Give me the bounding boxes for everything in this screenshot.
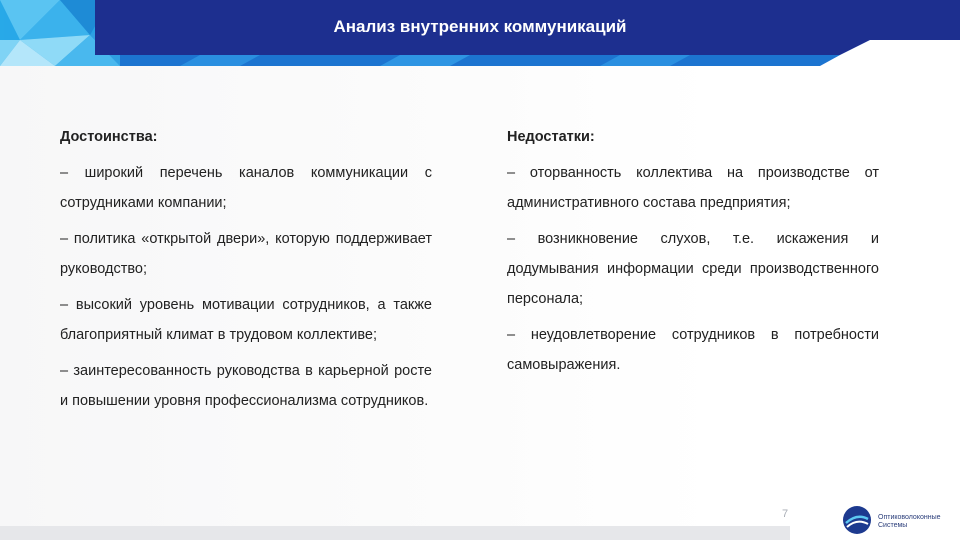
logo-line-2: Системы bbox=[878, 522, 908, 529]
disadvantage-item: – возникновение слухов, т.е. искажения и додумывания информации среди производственного персонала; bbox=[507, 231, 879, 307]
disadvantages-column bbox=[507, 122, 879, 386]
content-area bbox=[0, 66, 960, 526]
advantage-item: – политика «открытой двери», которую поддерживает руководство; bbox=[60, 231, 432, 277]
company-logo-text bbox=[878, 514, 941, 530]
page-number: 7 bbox=[782, 508, 789, 520]
disadvantage-item: – оторванность коллектива на производстве от административного состава предприятия; bbox=[507, 165, 879, 211]
advantages-heading: Достоинства: bbox=[60, 129, 158, 145]
advantage-item: – заинтересованность руководства в карьерной росте и повышении уровня профессионализма сотрудников. bbox=[60, 363, 432, 409]
logo-line-1: Оптиковолоконные bbox=[878, 514, 941, 521]
header-banner bbox=[0, 0, 960, 66]
advantages-column bbox=[60, 122, 432, 422]
advantage-item: – высокий уровень мотивации сотрудников, а также благоприятный климат в трудовом коллективе; bbox=[60, 297, 432, 343]
slide-title: Анализ внутренних коммуникаций bbox=[333, 17, 627, 36]
company-logo-icon bbox=[842, 505, 872, 535]
advantage-item: – широкий перечень каналов коммуникации с сотрудниками компании; bbox=[60, 165, 432, 211]
disadvantage-item: – неудовлетворение сотрудников в потребности самовыражения. bbox=[507, 327, 879, 373]
disadvantages-heading: Недостатки: bbox=[507, 129, 595, 145]
